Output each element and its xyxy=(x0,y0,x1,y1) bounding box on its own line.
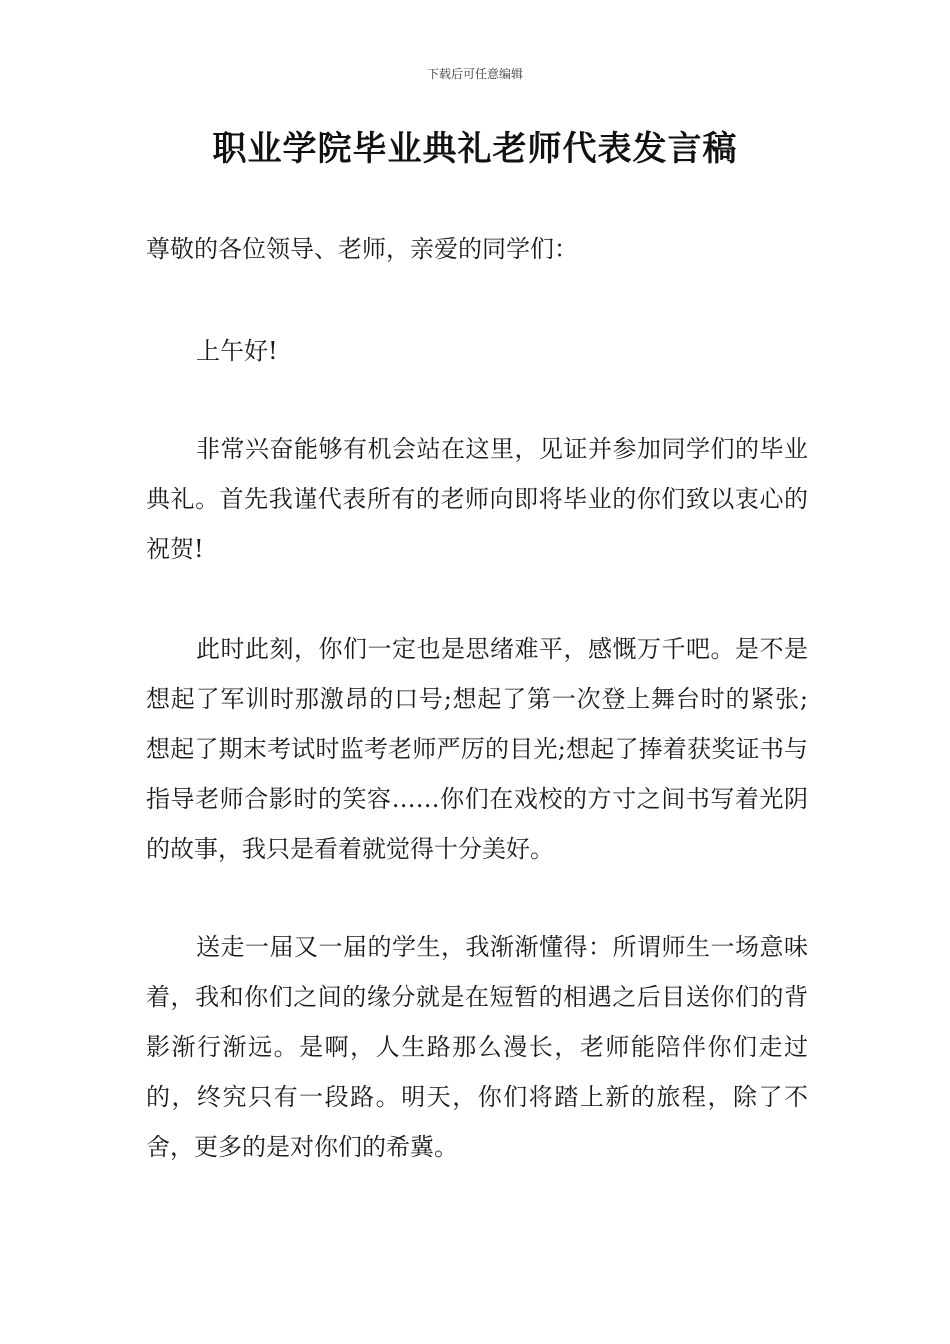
paragraph-farewell: 送走一届又一届的学生，我渐渐懂得：所谓师生一场意味着，我和你们之间的缘分就是在短暂的相遇之后目送你们的背影渐行渐远。是啊，人生路那么漫长，老师能陪伴你们走过的，终究只有一段路。明天，你们将踏上新的旅程，除了不舍，更多的是对你们的希冀。 xyxy=(146,933,808,1161)
header-note: 下载后可任意编辑 xyxy=(426,67,523,81)
document-title: 职业学院毕业典礼老师代表发言稿 xyxy=(212,129,738,169)
paragraph-greeting: 上午好! xyxy=(196,337,278,365)
paragraph-memories: 此时此刻，你们一定也是思绪难平，感慨万千吧。是不是想起了军训时那激昂的口号;想起了第一次登上舞台时的紧张;想起了期末考试时监考老师严厉的目光;想起了捧着获奖证书与指导老师合影时的笑容……你们在戏校的方寸之间书写着光阴的故事，我只是看着就觉得十分美好。 xyxy=(146,635,808,863)
paragraph-congratulations: 非常兴奋能够有机会站在这里，见证并参加同学们的毕业典礼。首先我谨代表所有的老师向即将毕业的你们致以衷心的祝贺! xyxy=(146,435,808,563)
salutation: 尊敬的各位领导、老师，亲爱的同学们： xyxy=(146,235,578,263)
